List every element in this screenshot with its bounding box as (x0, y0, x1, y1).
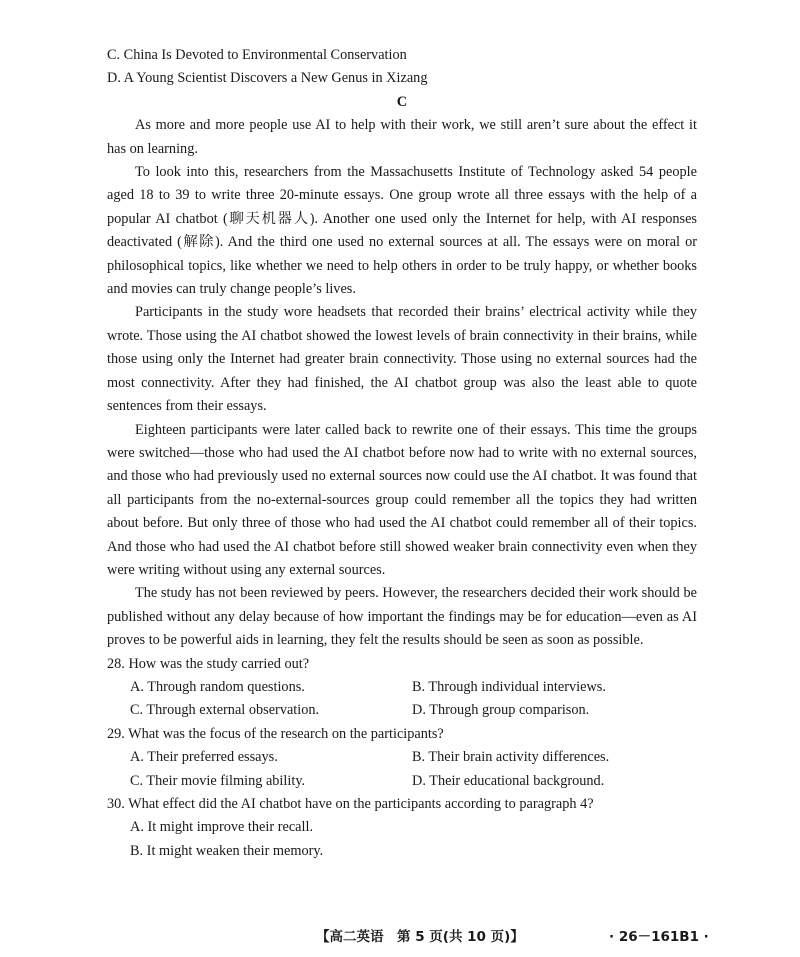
section-letter: C (396, 93, 408, 110)
question-29-option-a: A. Their preferred essays. (130, 749, 278, 766)
passage-paragraph-3: Participants in the study wore headsets that recorded their brains’ electrical activity while they wrote. Those using the AI chatbot showed the lowest levels of brain connectivity in their brains, while those using only the Internet had greater brain connectivity. Those using no external sources had the most connectivity. After they had finished, the AI chatbot group was also the least able to quote sentences from their essays. (107, 304, 697, 415)
passage-paragraph-2: To look into this, researchers from the Massachusetts Institute of Technology asked 54 people aged 18 to 39 to write three 20-minute essays. One group wrote all three essays with the help of a popular AI chatbot (聊天机器人). Another one used only the Internet for help, with AI responses deactivated (解除). And the third one used no external sources at all. The essays were on moral or philosophical topics, like whether we need to help others in order to be truly happy, or whether books and movies can truly change people’s lives. (107, 164, 697, 298)
passage-paragraph-5: The study has not been reviewed by peers. However, the researchers decided their work should be published without any delay because of how important the findings may be for education—even as AI proves to be powerful aids in learning, they felt the results should be seen as soon as possible. (107, 585, 697, 649)
question-29-option-c: C. Their movie filming ability. (130, 772, 306, 789)
question-29-option-d: D. Their educational background. (412, 772, 605, 789)
question-30-option-b: B. It might weaken their memory. (130, 842, 324, 859)
exam-page (107, 44, 697, 863)
question-29-options-row-2 (107, 770, 697, 793)
passage-paragraph-4: Eighteen participants were later called back to rewrite one of their essays. This time the groups were switched—those who had used the AI chatbot before now had to write with no external sources, and those who had previously used no external sources now could use the AI chatbot. It was found that all participants from the no-external-sources group could remember all the topics they had written about before. But only three of those who had used the AI chatbot could remember all of their topics. And those who had used the AI chatbot before still showed weaker brain connectivity even when they were writing without using any external sources. (107, 421, 697, 578)
passage-paragraph-1: As more and more people use AI to help with their work, we still aren’t sure about the effect it has on learning. (107, 117, 697, 157)
question-28-options-row-2 (107, 699, 697, 722)
question-29-option-b: B. Their brain activity differences. (412, 749, 610, 766)
question-29: 29. What was the focus of the research on the participants? (107, 725, 444, 742)
prev-option-c: C. China Is Devoted to Environmental Conservation (107, 47, 407, 63)
footer-code: · 26－161B1 · (609, 929, 709, 945)
footer-page-label: 【高二英语 第 5 页(共 10 页)】 (316, 929, 524, 945)
question-28-options-row-1 (107, 676, 697, 699)
question-28-option-d: D. Through group comparison. (412, 702, 590, 719)
prev-option-d: D. A Young Scientist Discovers a New Genus in Xizang (107, 70, 428, 87)
question-29-options-row-1 (107, 746, 697, 769)
question-28: 28. How was the study carried out? (107, 655, 310, 672)
question-30: 30. What effect did the AI chatbot have on the participants according to paragraph 4? (107, 796, 594, 812)
question-28-option-a: A. Through random questions. (130, 678, 305, 695)
question-30-option-a: A. It might improve their recall. (130, 819, 314, 836)
question-28-option-b: B. Through individual interviews. (412, 678, 606, 695)
question-28-option-c: C. Through external observation. (130, 702, 320, 719)
